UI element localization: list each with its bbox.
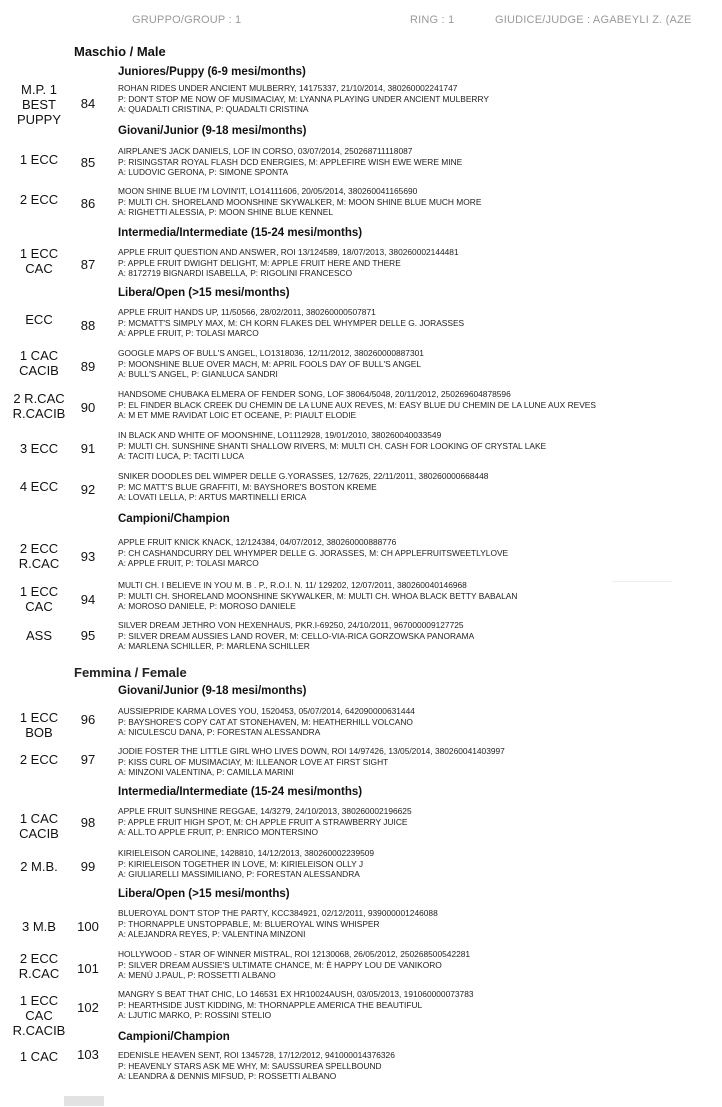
- entry: [118, 989, 474, 1021]
- entry: [118, 1050, 395, 1082]
- catalog-number: 102: [77, 1000, 99, 1015]
- award: 1 ECC BOB: [19, 710, 59, 740]
- parents-line: P: MCMATT'S SIMPLY MAX, M: CH KORN FLAKES DEL WHYMPER DELLE G. JORASSES: [118, 317, 465, 328]
- entry: [118, 949, 470, 981]
- award: 1 ECC: [19, 152, 59, 167]
- owner-line: A: APPLE FRUIT, P: TOLASI MARCO: [118, 558, 259, 569]
- dog-name-line: APPLE FRUIT QUESTION AND ANSWER, ROI 13/124589, 18/07/2013, 380260002144481: [118, 247, 459, 257]
- owner-line: A: APPLE FRUIT, P: TOLASI MARCO: [118, 328, 259, 339]
- award: 2 ECC R.CAC: [18, 541, 60, 571]
- catalog-number: 95: [80, 628, 96, 643]
- class-label: Intermedia/Intermediate (15-24 mesi/months): [118, 227, 363, 239]
- owner-line: A: QUADALTI CRISTINA, P: QUADALTI CRISTINA: [118, 104, 309, 115]
- catalog-number: 101: [77, 961, 99, 976]
- catalog-number: 91: [80, 441, 96, 456]
- award: 2 R.CAC R.CACIB: [12, 391, 66, 421]
- ring-label: RING : 1: [410, 14, 455, 26]
- scan-smudge: [64, 1096, 104, 1106]
- parents-line: P: DON'T STOP ME NOW OF MUSIMACIAY, M: LYANNA PLAYING UNDER ANCIENT MULBERRY: [118, 93, 489, 104]
- catalog-number: 97: [80, 752, 96, 767]
- award: 1 CAC CACIB: [19, 811, 59, 841]
- parents-line: P: SILVER DREAM AUSSIE'S ULTIMATE CHANCE, M: È HAPPY LOU DE VANIKORO: [118, 959, 442, 970]
- entry: [118, 746, 505, 778]
- award: 2 ECC R.CAC: [18, 951, 60, 981]
- award: 1 ECC CAC: [19, 584, 59, 614]
- owner-line: A: BULL'S ANGEL, P: GIANLUCA SANDRI: [118, 369, 278, 380]
- parents-line: P: HEARTHSIDE JUST KIDDING, M: THORNAPPLE AMERICA THE BEAUTIFUL: [118, 999, 423, 1010]
- entry: [118, 471, 488, 503]
- entry: [118, 806, 412, 838]
- owner-line: A: ALEJANDRA REYES, P: VALENTINA MINZONI: [118, 929, 306, 940]
- dog-name-line: APPLE FRUIT HANDS UP, 11/50566, 28/02/2011, 380260000507871: [118, 307, 376, 317]
- parents-line: P: HEAVENLY STARS ASK ME WHY, M: SAUSSUREA SPELLBOUND: [118, 1060, 382, 1071]
- owner-line: A: GIULIARELLI MASSIMILIANO, P: FORESTAN ALESSANDRA: [118, 869, 360, 880]
- parents-line: P: KISS CURL OF MUSIMACIAY, M: ILLEANOR LOVE AT FIRST SIGHT: [118, 756, 389, 767]
- owner-line: A: MOROSO DANIELE, P: MOROSO DANIELE: [118, 601, 296, 612]
- catalog-number: 89: [80, 359, 96, 374]
- entry: [118, 186, 481, 218]
- dog-name-line: BLUEROYAL DON'T STOP THE PARTY, KCC384921, 02/12/2011, 939000001246088: [118, 908, 438, 918]
- entry: [118, 580, 517, 612]
- owner-line: A: LOVATI LELLA, P: ARTUS MARTINELLI ERICA: [118, 492, 307, 503]
- parents-line: P: THORNAPPLE UNSTOPPABLE, M: BLUEROYAL WINS WHISPER: [118, 918, 380, 929]
- class-label: Juniores/Puppy (6-9 mesi/months): [118, 66, 306, 78]
- dog-name-line: MULTI CH. I BELIEVE IN YOU M. B . P., R.O.I. N. 11/ 129202, 12/07/2011, 380260040146968: [118, 580, 467, 590]
- catalog-number: 98: [80, 815, 96, 830]
- catalog-number: 92: [80, 482, 96, 497]
- class-label: Campioni/Champion: [118, 513, 230, 525]
- catalog-number: 84: [80, 96, 96, 111]
- entry: [118, 848, 374, 880]
- judge-label: GIUDICE/JUDGE : AGABEYLI Z. (AZE: [495, 14, 692, 26]
- owner-line: A: RIGHETTI ALESSIA, P: MOON SHINE BLUE KENNEL: [118, 207, 334, 218]
- catalog-number: 87: [80, 257, 96, 272]
- owner-line: A: LEANDRA & DENNIS MIFSUD, P: ROSSETTI ALBANO: [118, 1071, 337, 1082]
- parents-line: P: MC MATT'S BLUE GRAFFITI, M: BAYSHORE'S BOSTON KREME: [118, 481, 377, 492]
- award: ASS: [25, 628, 52, 643]
- class-label: Intermedia/Intermediate (15-24 mesi/months): [118, 786, 363, 798]
- owner-line: A: TACITI LUCA, P: TACITI LUCA: [118, 451, 244, 462]
- class-label: Libera/Open (>15 mesi/months): [118, 888, 290, 900]
- dog-name-line: EDENISLE HEAVEN SENT, ROI 1345728, 17/12/2012, 941000014376326: [118, 1050, 395, 1060]
- award: 1 CAC CACIB: [19, 348, 59, 378]
- catalog-number: 100: [77, 919, 99, 934]
- owner-line: A: MENÙ J.PAUL, P: ROSSETTI ALBANO: [118, 970, 276, 981]
- entry: [118, 307, 464, 339]
- dog-name-line: SILVER DREAM JETHRO VON HEXENHAUS, PKR.I-69250, 24/10/2011, 967000009127725: [118, 620, 464, 630]
- dog-name-line: GOOGLE MAPS OF BULL'S ANGEL, LO1318036, 12/11/2012, 380260000887301: [118, 348, 424, 358]
- award: 2 M.B.: [20, 859, 58, 874]
- catalog-number: 94: [80, 592, 96, 607]
- parents-line: P: KIRIELEISON TOGETHER IN LOVE, M: KIRIELEISON OLLY J: [118, 858, 364, 869]
- dog-name-line: HOLLYWOOD - STAR OF WINNER MISTRAL, ROI 12130068, 26/05/2012, 250268500542281: [118, 949, 471, 959]
- section-male-title: Maschio / Male: [74, 44, 166, 59]
- parents-line: P: MULTI CH. SUNSHINE SHANTI SHALLOW RIVERS, M: MULTI CH. CASH FOR LOOKING OF CRYSTAL LAKE: [118, 440, 547, 451]
- owner-line: A: 8172719 BIGNARDI ISABELLA, P: RIGOLINI FRANCESCO: [118, 268, 353, 279]
- entry: [118, 620, 474, 652]
- catalog-number: 93: [80, 549, 96, 564]
- parents-line: P: APPLE FRUIT DWIGHT DELIGHT, M: APPLE FRUIT HERE AND THERE: [118, 257, 401, 268]
- entry: [118, 348, 424, 380]
- dog-name-line: APPLE FRUIT KNICK KNACK, 12/124384, 04/07/2012, 380260000888776: [118, 537, 397, 547]
- dog-name-line: IN BLACK AND WHITE OF MOONSHINE, LO1112928, 19/01/2010, 380260040033549: [118, 430, 442, 440]
- catalog-number: 85: [80, 155, 96, 170]
- group-label: GRUPPO/GROUP : 1: [132, 14, 242, 26]
- parents-line: P: CH CASHANDCURRY DEL WHYMPER DELLE G. JORASSES, M: CH APPLEFRUITSWEETLYLOVE: [118, 547, 509, 558]
- owner-line: A: MARLENA SCHILLER, P: MARLENA SCHILLER: [118, 641, 310, 652]
- dog-name-line: APPLE FRUIT SUNSHINE REGGAE, 14/3279, 24/10/2013, 380260002196625: [118, 806, 412, 816]
- award: 4 ECC: [19, 479, 59, 494]
- owner-line: A: LJUTIC MARKO, P: ROSSINI STELIO: [118, 1010, 272, 1021]
- dog-name-line: JODIE FOSTER THE LITTLE GIRL WHO LIVES DOWN, ROI 14/97426, 13/05/2014, 380260041403997: [118, 746, 505, 756]
- scan-artifact-line: [612, 581, 672, 582]
- entry: [118, 83, 489, 115]
- parents-line: P: RISINGSTAR ROYAL FLASH DCD ENERGIES, M: APPLEFIRE WISH EWE WERE MINE: [118, 156, 463, 167]
- class-label: Giovani/Junior (9-18 mesi/months): [118, 125, 307, 137]
- award: 2 ECC: [19, 192, 59, 207]
- owner-line: A: LUDOVIC GERONA, P: SIMONE SPONTA: [118, 167, 289, 178]
- catalog-number: 88: [80, 318, 96, 333]
- award: 1 ECC CAC R.CACIB: [12, 993, 66, 1038]
- class-label: Libera/Open (>15 mesi/months): [118, 287, 290, 299]
- dog-name-line: AIRPLANE'S JACK DANIELS, LOF IN CORSO, 03/07/2014, 250268711118087: [118, 146, 413, 156]
- award: ECC: [25, 312, 53, 327]
- section-female-title: Femmina / Female: [74, 665, 187, 680]
- parents-line: P: SILVER DREAM AUSSIES LAND ROVER, M: CELLO-VIA-RICA GORZOWSKA PANORAMA: [118, 630, 475, 641]
- award: 2 ECC: [19, 752, 59, 767]
- catalog-number: 103: [77, 1047, 99, 1062]
- entry: [118, 908, 438, 940]
- parents-line: P: EL FINDER BLACK CREEK DU CHEMIN DE LA LUNE AUX REVES, M: EASY BLUE DU CHEMIN DE LA LUNE AUX REVES: [118, 399, 596, 410]
- owner-line: A: ALL.TO APPLE FRUIT, P: ENRICO MONTERSINO: [118, 827, 318, 838]
- entry: [118, 146, 462, 178]
- entry: [118, 430, 546, 462]
- award: 1 ECC CAC: [19, 246, 59, 276]
- dog-name-line: MANGRY S BEAT THAT CHIC, LO 146531 EX HR10024AUSH, 03/05/2013, 191060000073783: [118, 989, 474, 999]
- award: 3 ECC: [19, 441, 59, 456]
- class-label: Giovani/Junior (9-18 mesi/months): [118, 685, 307, 697]
- parents-line: P: APPLE FRUIT HIGH SPOT, M: CH APPLE FRUIT A STRAWBERRY JUICE: [118, 816, 408, 827]
- dog-name-line: KIRIELEISON CAROLINE, 1428810, 14/12/2013, 380260002239509: [118, 848, 375, 858]
- dog-name-line: ROHAN RIDES UNDER ANCIENT MULBERRY, 14175337, 21/10/2014, 380260002241747: [118, 83, 458, 93]
- catalog-number: 99: [80, 859, 96, 874]
- award: 1 CAC: [19, 1049, 59, 1064]
- entry: [118, 537, 508, 569]
- parents-line: P: MOONSHINE BLUE OVER MACH, M: APRIL FOOLS DAY OF BULL'S ANGEL: [118, 358, 422, 369]
- entry: [118, 389, 596, 421]
- entry: [118, 706, 415, 738]
- parents-line: P: BAYSHORE'S COPY CAT AT STONEHAVEN, M: HEATHERHILL VOLCANO: [118, 716, 413, 727]
- owner-line: A: MINZONI VALENTINA, P: CAMILLA MARINI: [118, 767, 294, 778]
- dog-name-line: HANDSOME CHUBAKA ELMERA OF FENDER SONG, LOF 38064/5048, 20/11/2012, 250269604878596: [118, 389, 511, 399]
- owner-line: A: NICULESCU DANA, P: FORESTAN ALESSANDRA: [118, 727, 321, 738]
- owner-line: A: M ET MME RAVIDAT LOIC ET OCEANE, P: PIAULT ELODIE: [118, 410, 357, 421]
- catalog-number: 86: [80, 196, 96, 211]
- parents-line: P: MULTI CH. SHORELAND MOONSHINE SKYWALKER, M: MULTI CH. WHOA BLACK BETTY BABALAN: [118, 590, 518, 601]
- dog-name-line: AUSSIEPRIDE KARMA LOVES YOU, 1520453, 05/07/2014, 642090000631444: [118, 706, 415, 716]
- class-label: Campioni/Champion: [118, 1031, 230, 1043]
- dog-name-line: MOON SHINE BLUE I'M LOVIN'IT, LO14111606, 20/05/2014, 380260041165690: [118, 186, 418, 196]
- dog-name-line: SNIKER DOODLES DEL WIMPER DELLE G.YORASSES, 12/7625, 22/11/2011, 380260000668448: [118, 471, 489, 481]
- parents-line: P: MULTI CH. SHORELAND MOONSHINE SKYWALKER, M: MOON SHINE BLUE MUCH MORE: [118, 196, 482, 207]
- catalog-number: 96: [80, 712, 96, 727]
- award: M.P. 1 BEST PUPPY: [16, 82, 62, 127]
- entry: [118, 247, 459, 279]
- catalog-number: 90: [80, 400, 96, 415]
- award: 3 M.B: [22, 919, 56, 934]
